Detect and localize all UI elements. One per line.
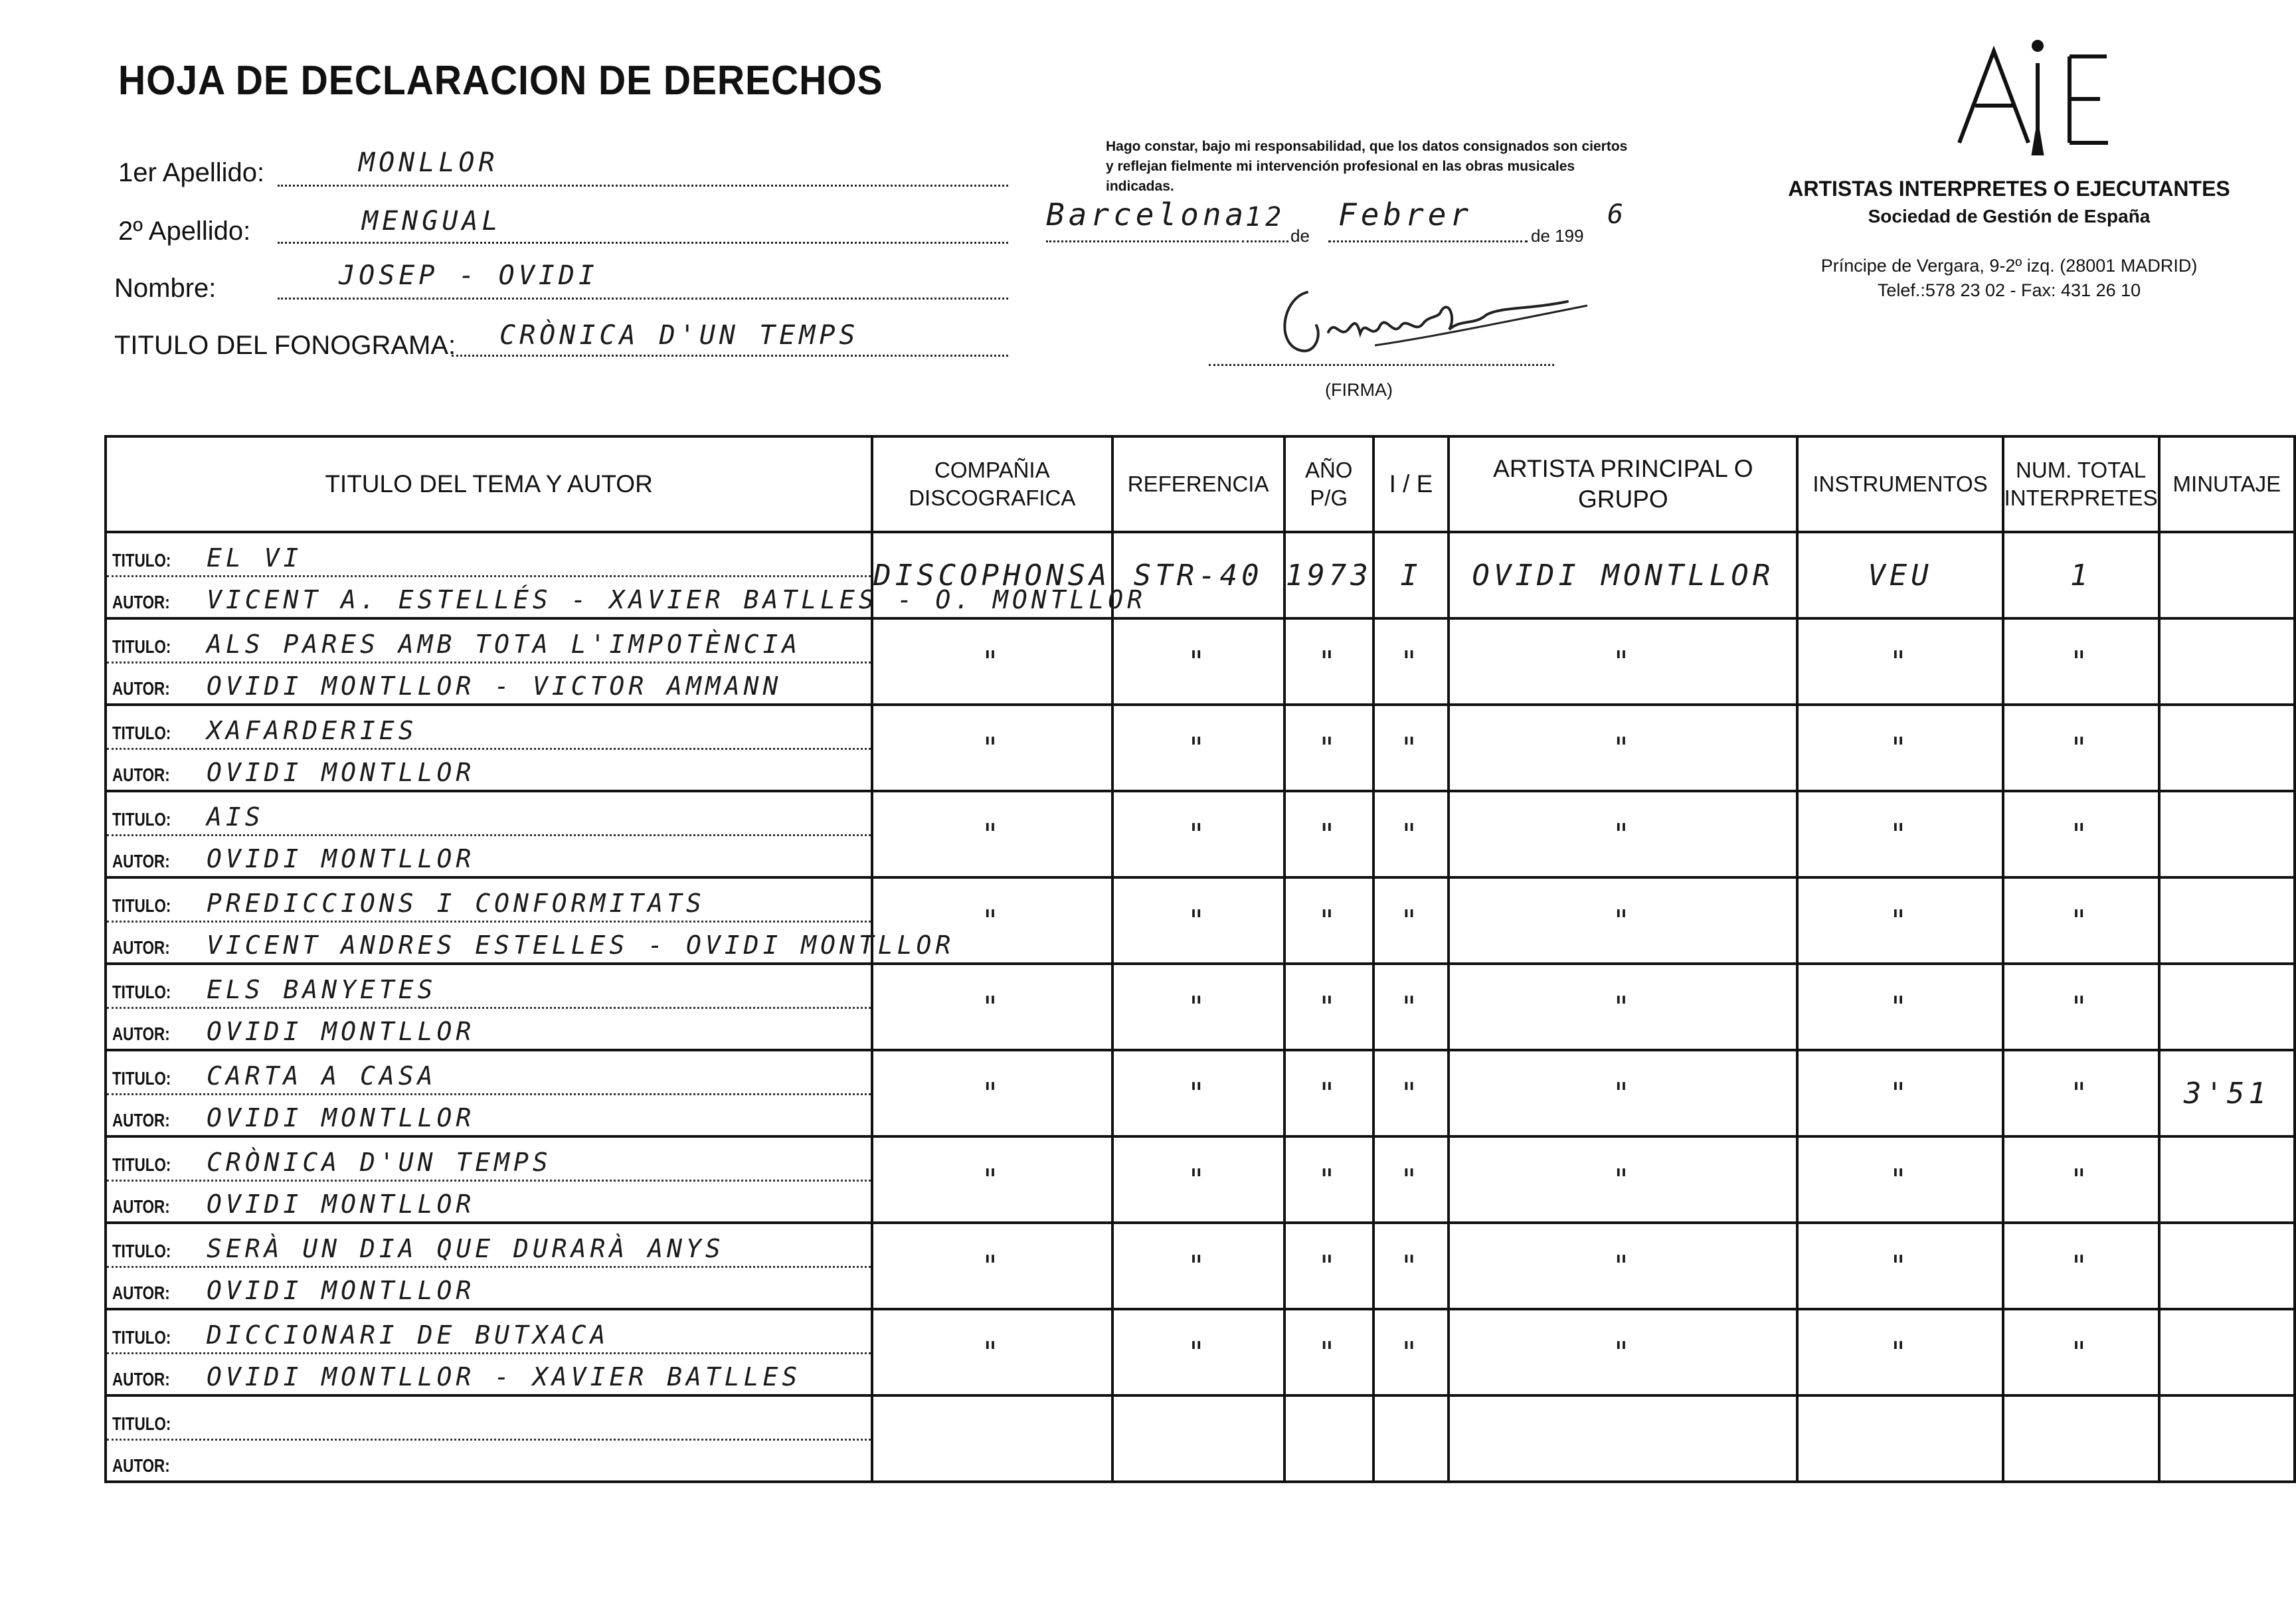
minutaje-cell — [2159, 1223, 2295, 1309]
num-value: " — [2070, 731, 2092, 765]
minutaje-cell — [2159, 1136, 2295, 1223]
song-title: ALS PARES AMB TOTA L'IMPOTÈNCIA — [207, 630, 802, 659]
title-author-cell — [106, 964, 872, 1050]
header-reference: REFERENCIA — [1112, 436, 1284, 532]
titulo-label: TITULO: — [112, 982, 171, 1002]
date-place-line — [1046, 240, 1239, 242]
num-value: " — [2070, 1249, 2092, 1283]
header-title-author: TITULO DEL TEMA Y AUTOR — [106, 436, 872, 532]
minutaje-cell — [2159, 791, 2295, 877]
title-author-cell — [106, 618, 872, 705]
date-de-2: de 199 — [1531, 226, 1584, 246]
autor-label: AUTOR: — [112, 1196, 170, 1217]
minutaje-cell — [2159, 705, 2295, 791]
second-surname-line — [278, 242, 1008, 244]
name-value: JOSEP - OVIDI — [339, 260, 599, 291]
reference-value: " — [1187, 1162, 1209, 1197]
autor-label: AUTOR: — [112, 1455, 170, 1476]
reference-cell — [1112, 1223, 1284, 1309]
instruments-cell — [1797, 1395, 2002, 1482]
ie-value: " — [1400, 731, 1422, 765]
company-value: " — [981, 644, 1004, 679]
aie-logo — [1953, 37, 2112, 156]
instruments-cell — [1797, 1223, 2002, 1309]
minutaje-value: 3'51 — [2183, 1076, 2270, 1111]
table-row — [106, 791, 2295, 877]
second-surname-value: MENGUAL — [362, 206, 502, 236]
year-cell — [1284, 1050, 1373, 1136]
song-title: SERÀ UN DIA QUE DURARÀ ANYS — [207, 1234, 725, 1263]
year-cell — [1284, 1395, 1373, 1482]
ie-cell — [1373, 1309, 1449, 1395]
artist-cell — [1449, 1050, 1797, 1136]
ie-value: " — [1400, 1162, 1422, 1197]
instruments-value: " — [1889, 731, 1911, 765]
year-value: " — [1318, 1076, 1340, 1111]
song-title: AIS — [207, 802, 264, 832]
artist-cell — [1449, 618, 1797, 705]
ie-cell — [1373, 877, 1449, 964]
instruments-cell — [1797, 964, 2002, 1050]
instruments-cell — [1797, 618, 2002, 705]
artist-cell — [1449, 1309, 1797, 1395]
ie-value: " — [1400, 1076, 1422, 1111]
year-value: " — [1318, 731, 1340, 765]
reference-value: " — [1187, 731, 1209, 765]
autor-label: AUTOR: — [112, 1110, 170, 1130]
minutaje-cell — [2159, 1050, 2295, 1136]
company-cell — [872, 705, 1112, 791]
reference-value: " — [1187, 1335, 1209, 1370]
table-row — [106, 877, 2295, 964]
artist-value: " — [1612, 817, 1634, 851]
year-cell — [1284, 1309, 1373, 1395]
organization-phone: Telef.:578 23 02 - Fax: 431 26 10 — [1877, 280, 2141, 300]
song-author: VICENT A. ESTELLÉS - XAVIER BATLLES - O. MONTLLOR — [207, 585, 1147, 614]
signature-label: (FIRMA) — [1325, 380, 1393, 400]
ie-value: " — [1400, 1249, 1422, 1283]
song-title: CRÒNICA D'UN TEMPS — [207, 1148, 552, 1177]
table-row — [106, 964, 2295, 1050]
phonogram-title-line — [452, 355, 1008, 357]
reference-cell — [1112, 964, 1284, 1050]
ie-cell — [1373, 1050, 1449, 1136]
song-title: ELS BANYETES — [207, 975, 437, 1004]
autor-label: AUTOR: — [112, 1283, 170, 1303]
organization-address: Príncipe de Vergara, 9-2º izq. (28001 MADRID) — [1820, 256, 2198, 276]
ie-value: " — [1400, 903, 1422, 938]
instruments-cell — [1797, 532, 2002, 618]
song-title: CARTA A CASA — [207, 1061, 437, 1091]
phonogram-title-value: CRÒNICA D'UN TEMPS — [499, 320, 859, 351]
year-value: " — [1318, 903, 1340, 938]
num-value: " — [2070, 817, 2092, 851]
table-row — [106, 1395, 2295, 1482]
title-author-cell — [106, 791, 872, 877]
title-author-cell — [106, 1309, 872, 1395]
year-value: 1973 — [1285, 558, 1372, 592]
song-title: PREDICCIONS I CONFORMITATS — [207, 889, 705, 918]
artist-value: " — [1612, 1249, 1634, 1283]
autor-label: AUTOR: — [112, 937, 170, 958]
company-cell — [872, 1136, 1112, 1223]
organization-subtitle: Sociedad de Gestión de España — [1868, 206, 2151, 226]
artist-value: " — [1612, 903, 1634, 938]
song-author: OVIDI MONTLLOR — [207, 1103, 476, 1132]
reference-value: " — [1187, 1249, 1209, 1283]
instruments-cell — [1797, 705, 2002, 791]
ie-cell — [1373, 1395, 1449, 1482]
company-cell — [872, 1309, 1112, 1395]
header-instruments: INSTRUMENTOS — [1797, 436, 2002, 532]
song-title: XAFARDERIES — [207, 716, 418, 745]
titulo-label: TITULO: — [112, 723, 171, 743]
num-cell — [2003, 1395, 2159, 1482]
year-cell — [1284, 877, 1373, 964]
year-value: " — [1318, 1335, 1340, 1370]
second-surname-label: 2º Apellido: — [118, 217, 251, 246]
organization-name: ARTISTAS INTERPRETES O EJECUTANTES — [1788, 177, 2230, 201]
header-minutaje: MINUTAJE — [2159, 436, 2295, 532]
company-value: " — [981, 990, 1004, 1024]
minutaje-cell — [2159, 1309, 2295, 1395]
ie-cell — [1373, 964, 1449, 1050]
artist-value: " — [1612, 644, 1634, 679]
ie-cell — [1373, 1223, 1449, 1309]
table-row — [106, 618, 2295, 705]
table-row — [106, 532, 2295, 618]
title-author-cell — [106, 1050, 872, 1136]
company-cell — [872, 1223, 1112, 1309]
artist-cell — [1449, 1395, 1797, 1482]
year-cell — [1284, 705, 1373, 791]
company-value: " — [981, 1076, 1004, 1111]
song-author: OVIDI MONTLLOR — [207, 1017, 476, 1046]
reference-cell — [1112, 1050, 1284, 1136]
minutaje-cell — [2159, 964, 2295, 1050]
minutaje-cell — [2159, 1395, 2295, 1482]
header-company: COMPAÑIA DISCOGRAFICA — [872, 436, 1112, 532]
autor-label: AUTOR: — [112, 851, 170, 871]
titulo-label: TITULO: — [112, 895, 171, 916]
num-value: " — [2070, 1335, 2092, 1370]
company-cell — [872, 964, 1112, 1050]
company-value: " — [981, 1162, 1004, 1197]
song-author: OVIDI MONTLLOR - XAVIER BATLLES — [207, 1362, 802, 1391]
num-cell — [2003, 532, 2159, 618]
year-cell — [1284, 964, 1373, 1050]
reference-value: " — [1187, 903, 1209, 938]
titulo-label: TITULO: — [112, 550, 171, 571]
autor-label: AUTOR: — [112, 592, 170, 612]
instruments-value: " — [1889, 817, 1911, 851]
artist-value: OVIDI MONTLLOR — [1472, 558, 1775, 592]
title-author-cell — [106, 1136, 872, 1223]
artist-value: " — [1612, 1076, 1634, 1111]
year-value: " — [1318, 644, 1340, 679]
company-value: " — [981, 1249, 1004, 1283]
instruments-value: " — [1889, 903, 1911, 938]
artist-cell — [1449, 791, 1797, 877]
autor-label: AUTOR: — [112, 1024, 170, 1044]
num-cell — [2003, 1309, 2159, 1395]
instruments-value: " — [1889, 990, 1911, 1024]
name-line — [278, 298, 1008, 300]
artist-cell — [1449, 1136, 1797, 1223]
instruments-value: " — [1889, 1335, 1911, 1370]
year-value: " — [1318, 817, 1340, 851]
phonogram-title-label: TITULO DEL FONOGRAMA: — [114, 331, 456, 360]
works-table-body — [106, 532, 2295, 1482]
instruments-cell — [1797, 1050, 2002, 1136]
title-author-cell — [106, 1223, 872, 1309]
artist-cell — [1449, 532, 1797, 618]
year-cell — [1284, 618, 1373, 705]
first-surname-line — [278, 185, 1008, 187]
date-place: Barcelona — [1046, 197, 1248, 232]
name-label: Nombre: — [114, 274, 217, 303]
instruments-value: " — [1889, 644, 1911, 679]
company-cell — [872, 1050, 1112, 1136]
num-value: 1 — [2070, 558, 2092, 592]
num-cell — [2003, 618, 2159, 705]
ie-cell — [1373, 791, 1449, 877]
instruments-value: " — [1889, 1249, 1911, 1283]
table-header-row — [106, 436, 2295, 532]
instruments-value: VEU — [1868, 558, 1933, 592]
song-author: OVIDI MONTLLOR — [207, 758, 476, 787]
reference-cell — [1112, 618, 1284, 705]
ie-value: " — [1400, 644, 1422, 679]
autor-label: AUTOR: — [112, 1369, 170, 1389]
ie-cell — [1373, 1136, 1449, 1223]
company-cell — [872, 1395, 1112, 1482]
artist-cell — [1449, 964, 1797, 1050]
artist-value: " — [1612, 731, 1634, 765]
reference-value: " — [1187, 990, 1209, 1024]
year-cell — [1284, 791, 1373, 877]
reference-value: " — [1187, 817, 1209, 851]
autor-label: AUTOR: — [112, 678, 170, 699]
song-author: OVIDI MONTLLOR - VICTOR AMMANN — [207, 671, 782, 701]
ie-cell — [1373, 618, 1449, 705]
reference-cell — [1112, 877, 1284, 964]
minutaje-cell — [2159, 618, 2295, 705]
reference-cell — [1112, 1309, 1284, 1395]
year-value: " — [1318, 1162, 1340, 1197]
instruments-cell — [1797, 791, 2002, 877]
artist-cell — [1449, 1223, 1797, 1309]
date-day-line — [1242, 240, 1288, 242]
ie-cell — [1373, 532, 1449, 618]
year-value: " — [1318, 990, 1340, 1024]
title-author-cell — [106, 705, 872, 791]
date-de-1: de — [1290, 226, 1310, 246]
handwritten-signature — [1275, 272, 1594, 365]
num-value: " — [2070, 1076, 2092, 1111]
artist-value: " — [1612, 1162, 1634, 1197]
date-month-line — [1328, 240, 1528, 242]
company-value: DISCOPHONSA — [873, 558, 1111, 592]
company-value: " — [981, 1335, 1004, 1370]
signature-line — [1209, 364, 1554, 366]
header-artist: ARTISTA PRINCIPAL O GRUPO — [1449, 436, 1797, 532]
num-cell — [2003, 1223, 2159, 1309]
reference-cell — [1112, 1136, 1284, 1223]
header-year: AÑO P/G — [1284, 436, 1373, 532]
instruments-value: " — [1889, 1076, 1911, 1111]
company-value: " — [981, 731, 1004, 765]
ie-value: " — [1400, 1335, 1422, 1370]
song-author: VICENT ANDRES ESTELLES - OVIDI MONTLLOR — [207, 931, 955, 960]
titulo-label: TITULO: — [112, 1413, 171, 1434]
reference-value: STR-40 — [1133, 558, 1263, 592]
title-author-cell — [106, 1395, 872, 1482]
company-cell — [872, 791, 1112, 877]
num-value: " — [2070, 903, 2092, 938]
date-month: Febrer — [1338, 197, 1473, 232]
title-author-cell — [106, 877, 955, 964]
num-value: " — [2070, 990, 2092, 1024]
num-cell — [2003, 1136, 2159, 1223]
reference-cell — [1112, 705, 1284, 791]
num-cell — [2003, 791, 2159, 877]
reference-cell — [1112, 791, 1284, 877]
song-title: EL VI — [207, 543, 303, 573]
table-row — [106, 1050, 2295, 1136]
song-author: OVIDI MONTLLOR — [207, 844, 476, 873]
artist-cell — [1449, 705, 1797, 791]
titulo-label: TITULO: — [112, 1327, 171, 1348]
company-value: " — [981, 817, 1004, 851]
titulo-label: TITULO: — [112, 1154, 171, 1175]
instruments-cell — [1797, 877, 2002, 964]
company-value: " — [981, 903, 1004, 938]
song-author: OVIDI MONTLLOR — [207, 1190, 476, 1219]
num-cell — [2003, 705, 2159, 791]
instruments-cell — [1797, 1136, 2002, 1223]
ie-value: " — [1400, 990, 1422, 1024]
instruments-cell — [1797, 1309, 2002, 1395]
year-cell — [1284, 1136, 1373, 1223]
titulo-label: TITULO: — [112, 809, 171, 830]
works-table — [104, 435, 2296, 1483]
date-day: 12 — [1245, 202, 1286, 232]
minutaje-cell — [2159, 877, 2295, 964]
form-title: HOJA DE DECLARACION DE DERECHOS — [118, 58, 883, 104]
table-row — [106, 1136, 2295, 1223]
titulo-label: TITULO: — [112, 636, 171, 657]
header-num-interpreters: NUM. TOTAL INTERPRETES — [2003, 436, 2159, 532]
header-ie: I / E — [1373, 436, 1449, 532]
table-row — [106, 705, 2295, 791]
date-year-digit: 6 — [1607, 199, 1628, 230]
autor-label: AUTOR: — [112, 764, 170, 785]
ie-cell — [1373, 705, 1449, 791]
ie-value: " — [1400, 817, 1422, 851]
minutaje-cell — [2159, 532, 2295, 618]
table-row — [106, 1309, 2295, 1395]
titulo-label: TITULO: — [112, 1068, 171, 1089]
year-cell — [1284, 1223, 1373, 1309]
num-cell — [2003, 1050, 2159, 1136]
instruments-value: " — [1889, 1162, 1911, 1197]
table-row — [106, 1223, 2295, 1309]
declaration-text: Hago constar, bajo mi responsabilidad, que los datos consignados son ciertos y reflejan fielmente mi intervención profesional en las obras musicales indicadas. — [1106, 139, 1628, 194]
num-cell — [2003, 877, 2159, 964]
num-value: " — [2070, 1162, 2092, 1197]
song-author: OVIDI MONTLLOR — [207, 1276, 476, 1305]
year-cell — [1284, 532, 1373, 618]
num-cell — [2003, 964, 2159, 1050]
num-value: " — [2070, 644, 2092, 679]
reference-value: " — [1187, 644, 1209, 679]
artist-value: " — [1612, 990, 1634, 1024]
titulo-label: TITULO: — [112, 1241, 171, 1261]
reference-value: " — [1187, 1076, 1209, 1111]
year-value: " — [1318, 1249, 1340, 1283]
song-title: DICCIONARI DE BUTXACA — [207, 1320, 610, 1350]
company-cell — [872, 618, 1112, 705]
reference-cell — [1112, 1395, 1284, 1482]
first-surname-value: MONLLOR — [359, 147, 499, 178]
ie-value: I — [1400, 558, 1422, 592]
artist-cell — [1449, 877, 1797, 964]
first-surname-label: 1er Apellido: — [118, 158, 265, 187]
artist-value: " — [1612, 1335, 1634, 1370]
